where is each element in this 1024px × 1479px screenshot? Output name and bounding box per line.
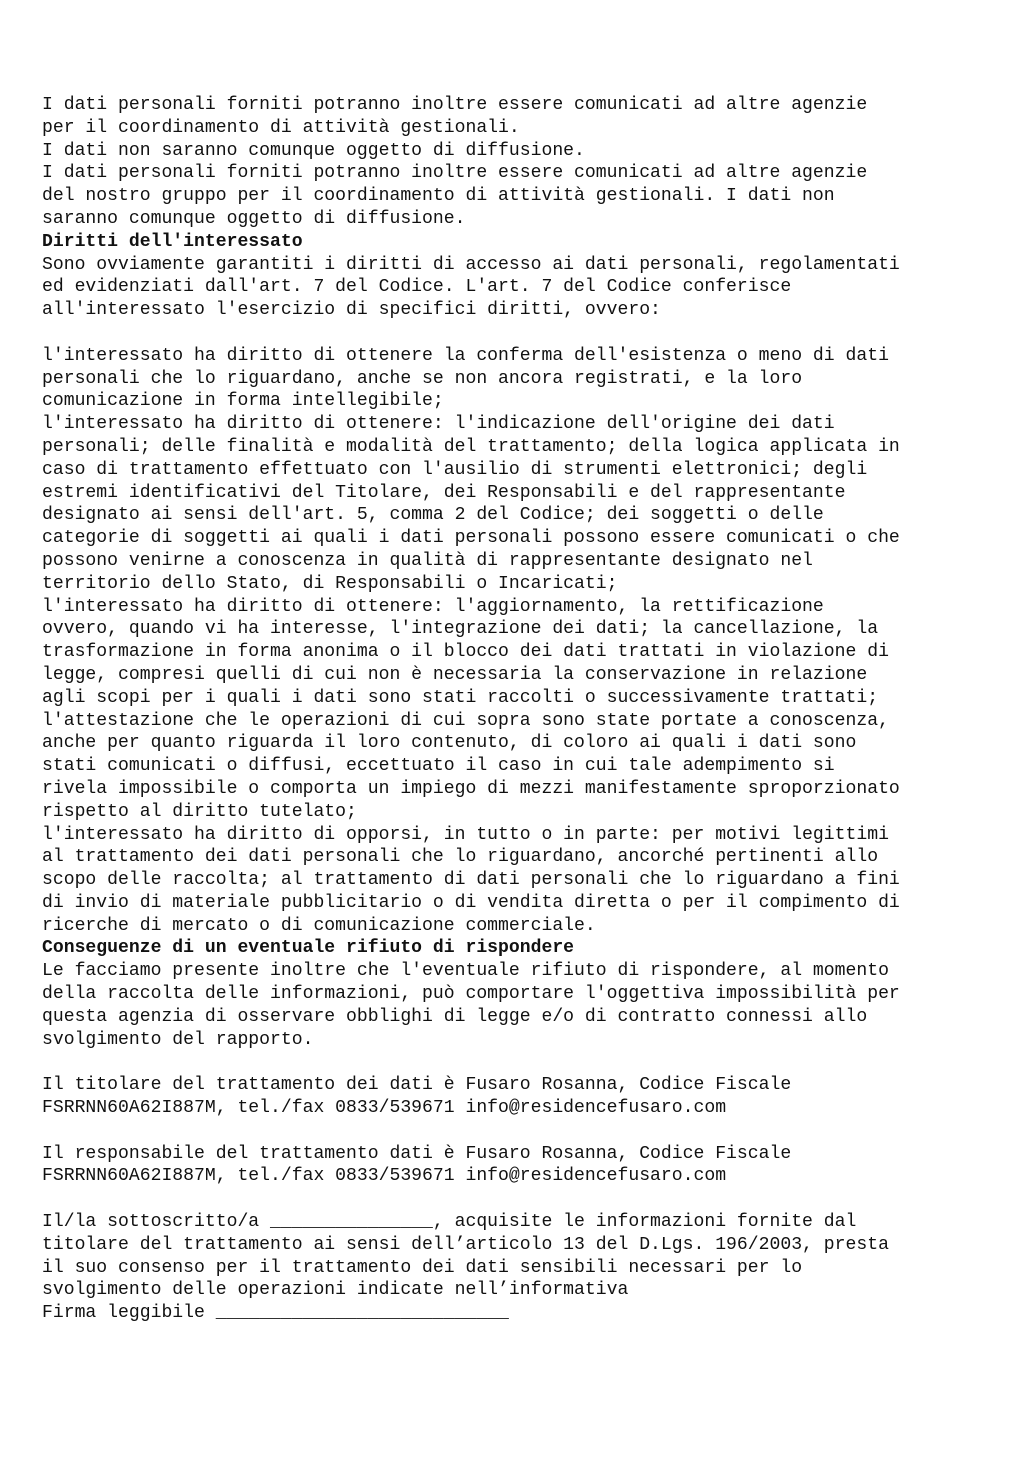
text-line: saranno comunque oggetto di diffusione. <box>42 208 466 229</box>
refusal-paragraph <box>42 960 1024 1051</box>
text-line: della raccolta delle informazioni, può comportare l'oggettiva impossibilità per <box>42 984 900 1005</box>
text-line: di invio di materiale pubblicitario o di vendita diretta o per il compimento di <box>42 892 900 913</box>
consent-paragraph <box>42 1211 1024 1302</box>
blank-line <box>42 1120 1024 1143</box>
text-line: personali che lo riguardano, anche se non ancora registrati, e la loro <box>42 368 803 389</box>
titolare-paragraph <box>42 1074 1024 1120</box>
text-line: l'interessato ha diritto di ottenere: l'indicazione dell'origine dei dati <box>42 414 835 435</box>
text-line: titolare del trattamento ai sensi dell’articolo 13 del D.Lgs. 196/2003, presta <box>42 1234 889 1255</box>
text-line: l'attestazione che le operazioni di cui sopra sono state portate a conoscenza, <box>42 710 889 731</box>
text-line: estremi identificativi del Titolare, dei Responsabili e del rappresentante <box>42 482 846 503</box>
text-line: questa agenzia di osservare obblighi di legge e/o di contratto connessi allo <box>42 1006 868 1027</box>
text-line: I dati personali forniti potranno inoltre essere comunicati ad altre agenzie <box>42 95 868 115</box>
text-line: Le facciamo presente inoltre che l'eventuale rifiuto di rispondere, al momento <box>42 961 889 982</box>
text-line: comunicazione in forma intellegibile; <box>42 391 444 412</box>
responsabile-paragraph <box>42 1143 1024 1189</box>
text-line: agli scopi per i quali i dati sono stati raccolti o successivamente trattati; <box>42 687 879 708</box>
text-line: legge, compresi quelli di cui non è necessaria la conservazione in relazione <box>42 664 868 685</box>
text-line: ed evidenziati dall'art. 7 del Codice. L'art. 7 del Codice conferisce <box>42 277 792 298</box>
blank-line <box>42 1188 1024 1211</box>
text-line: anche per quanto riguarda il loro contenuto, di coloro ai quali i dati sono <box>42 733 857 754</box>
text-line: Il titolare del trattamento dei dati è Fusaro Rosanna, Codice Fiscale <box>42 1075 792 1096</box>
blank-line <box>42 322 1024 345</box>
text-line: Sono ovviamente garantiti i diritti di accesso ai dati personali, regolamentati <box>42 254 900 275</box>
text-line: I dati personali forniti potranno inoltre essere comunicati ad altre agenzie <box>42 163 868 184</box>
text-line: all'interessato l'esercizio di specifici diritti, ovvero: <box>42 300 661 321</box>
text-line: svolgimento delle operazioni indicate nell’informativa <box>42 1280 629 1301</box>
text-line: ovvero, quando vi ha interesse, l'integrazione dei dati; la cancellazione, la <box>42 619 879 640</box>
text-line: FSRRNN60A62I887M, tel./fax 0833/539671 info@residencefusaro.com <box>42 1098 727 1119</box>
signature-line: Firma leggibile ___________________________ <box>42 1303 509 1324</box>
text-line: scopo delle raccolta; al trattamento di dati personali che lo riguardano a fini <box>42 870 900 891</box>
text-line: FSRRNN60A62I887M, tel./fax 0833/539671 info@residencefusaro.com <box>42 1166 727 1187</box>
text-line: per il coordinamento di attività gestionali. <box>42 117 520 138</box>
text-line: territorio dello Stato, di Responsabili o Incaricati; <box>42 573 618 594</box>
text-line: rispetto al diritto tutelato; <box>42 801 357 822</box>
text-line: l'interessato ha diritto di opporsi, in tutto o in parte: per motivi legittimi <box>42 824 889 845</box>
text-line: rivela impossibile o comporta un impiego di mezzi manifestamente sproporzionato <box>42 778 900 799</box>
text-line: designato ai sensi dell'art. 5, comma 2 del Codice; dei soggetti o delle <box>42 505 824 526</box>
text-line: categorie di soggetti ai quali i dati personali possono essere comunicati o che <box>42 528 900 549</box>
text-line: caso di trattamento effettuato con l'ausilio di strumenti elettronici; degli <box>42 459 868 480</box>
text-line: ricerche di mercato o di comunicazione commerciale. <box>42 915 596 936</box>
rights-heading: Diritti dell'interessato <box>42 231 303 252</box>
text-line: I dati non saranno comunque oggetto di diffusione. <box>42 140 585 161</box>
rights-intro-paragraph <box>42 254 1024 322</box>
refusal-heading: Conseguenze di un eventuale rifiuto di rispondere <box>42 938 575 959</box>
text-line: svolgimento del rapporto. <box>42 1029 314 1050</box>
text-line: stati comunicati o diffusi, eccettuato il caso in cui tale adempimento si <box>42 756 835 777</box>
text-line: l'interessato ha diritto di ottenere: l'aggiornamento, la rettificazione <box>42 596 824 617</box>
text-line: Il/la sottoscritto/a _______________, acquisite le informazioni fornite dal <box>42 1212 857 1233</box>
intro-paragraph <box>42 94 1024 231</box>
text-line: trasformazione in forma anonima o il blocco dei dati trattati in violazione di <box>42 642 889 663</box>
text-line: l'interessato ha diritto di ottenere la conferma dell'esistenza o meno di dati <box>42 345 889 366</box>
text-line: del nostro gruppo per il coordinamento di attività gestionali. I dati non <box>42 186 835 207</box>
blank-line <box>42 1051 1024 1074</box>
text-line: il suo consenso per il trattamento dei dati sensibili necessari per lo <box>42 1257 803 1278</box>
rights-list <box>42 345 1024 938</box>
text-line: Il responsabile del trattamento dati è Fusaro Rosanna, Codice Fiscale <box>42 1143 792 1164</box>
text-line: possono venirne a conoscenza in qualità di rappresentante designato nel <box>42 550 813 571</box>
text-line: personali; delle finalità e modalità del trattamento; della logica applicata in <box>42 436 900 457</box>
text-line: al trattamento dei dati personali che lo riguardano, ancorché pertinenti allo <box>42 847 879 868</box>
